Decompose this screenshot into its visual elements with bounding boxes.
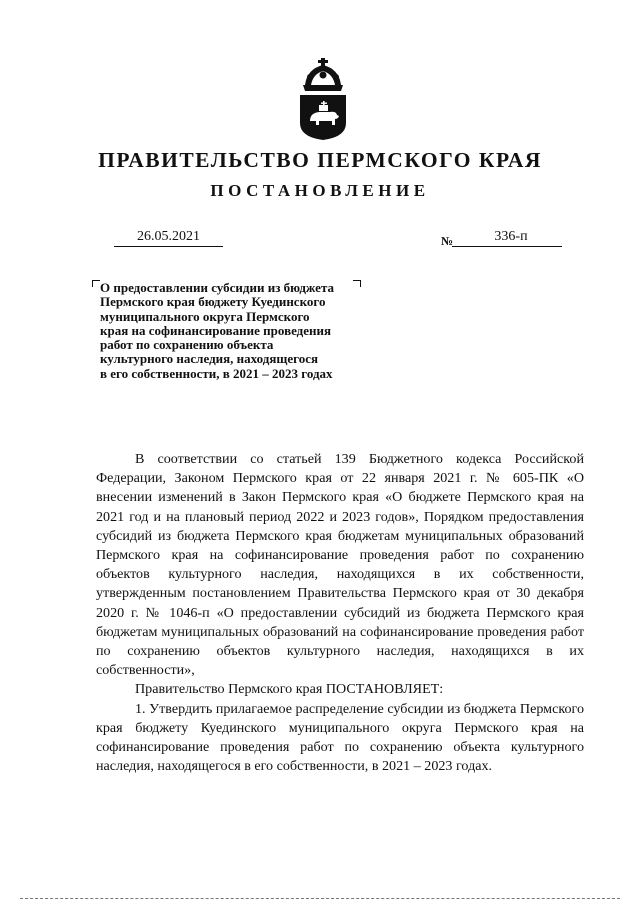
preamble-paragraph: В соответствии со статьей 139 Бюджетного кодекса Российской Федерации, Законом Пермского края от 22 января 2021 г. № 605-ПК «О внесении изменений в Закон Пермского края «О бюджете Пермского края на 2021 год и на плановый период 2022 и 2023 годов», Порядком предоставления субсидий из бюджета Пермского края бюджетам муниципальных образований Пермского края на софинансирование проведения работ по сохранению объектов культурного наследия, находящихся в их собственности, утвержденным постановлением Правительства Пермского края от 30 декабря 2020 г. № 1046-п «О предоставлении субсидий из бюджета Пермского края бюджетам муниципальных образований на софинансирование проведения работ по сохранению объектов культурного наследия, находящихся в их собственности», xyxy=(96,451,584,679)
subject-line: О предоставлении субсидии из бюджета xyxy=(100,280,334,295)
decree-date: 26.05.2021 xyxy=(114,229,223,247)
coat-of-arms-icon xyxy=(295,55,351,141)
number-label: № xyxy=(441,234,454,248)
subject-line: культурного наследия, находящегося xyxy=(100,351,319,367)
subject-line: муниципального округа Пермского xyxy=(100,308,310,324)
decree-subject xyxy=(100,281,390,381)
subject-line: края на софинансирование проведения xyxy=(100,322,332,338)
subject-bracket-left xyxy=(92,280,100,287)
government-title: ПРАВИТЕЛЬСТВО ПЕРМСКОГО КРАЯ xyxy=(98,148,542,172)
subject-line: работ по сохранению объекта xyxy=(100,337,274,353)
decree-body xyxy=(96,450,584,776)
decree-number xyxy=(452,229,562,247)
subject-line: в его собственности, в 2021 – 2023 годах xyxy=(100,365,333,381)
item-1-paragraph: 1. Утвердить прилагаемое распределение субсидии из бюджета Пермского края бюджету Куединского муниципального округа Пермского края на софинансирование проведения работ по сохранению объекта культурного наследия, находящегося в его собственности, в 2021 – 2023 годах. xyxy=(96,700,584,775)
resolves-paragraph: Правительство Пермского края ПОСТАНОВЛЯЕТ: xyxy=(135,681,444,698)
document-type: ПОСТАНОВЛЕНИЕ xyxy=(210,181,430,200)
subject-line: Пермского края бюджету Куединского xyxy=(100,294,326,310)
page-bottom-edge xyxy=(20,898,620,899)
decree-number-value: 336-п xyxy=(494,229,528,244)
